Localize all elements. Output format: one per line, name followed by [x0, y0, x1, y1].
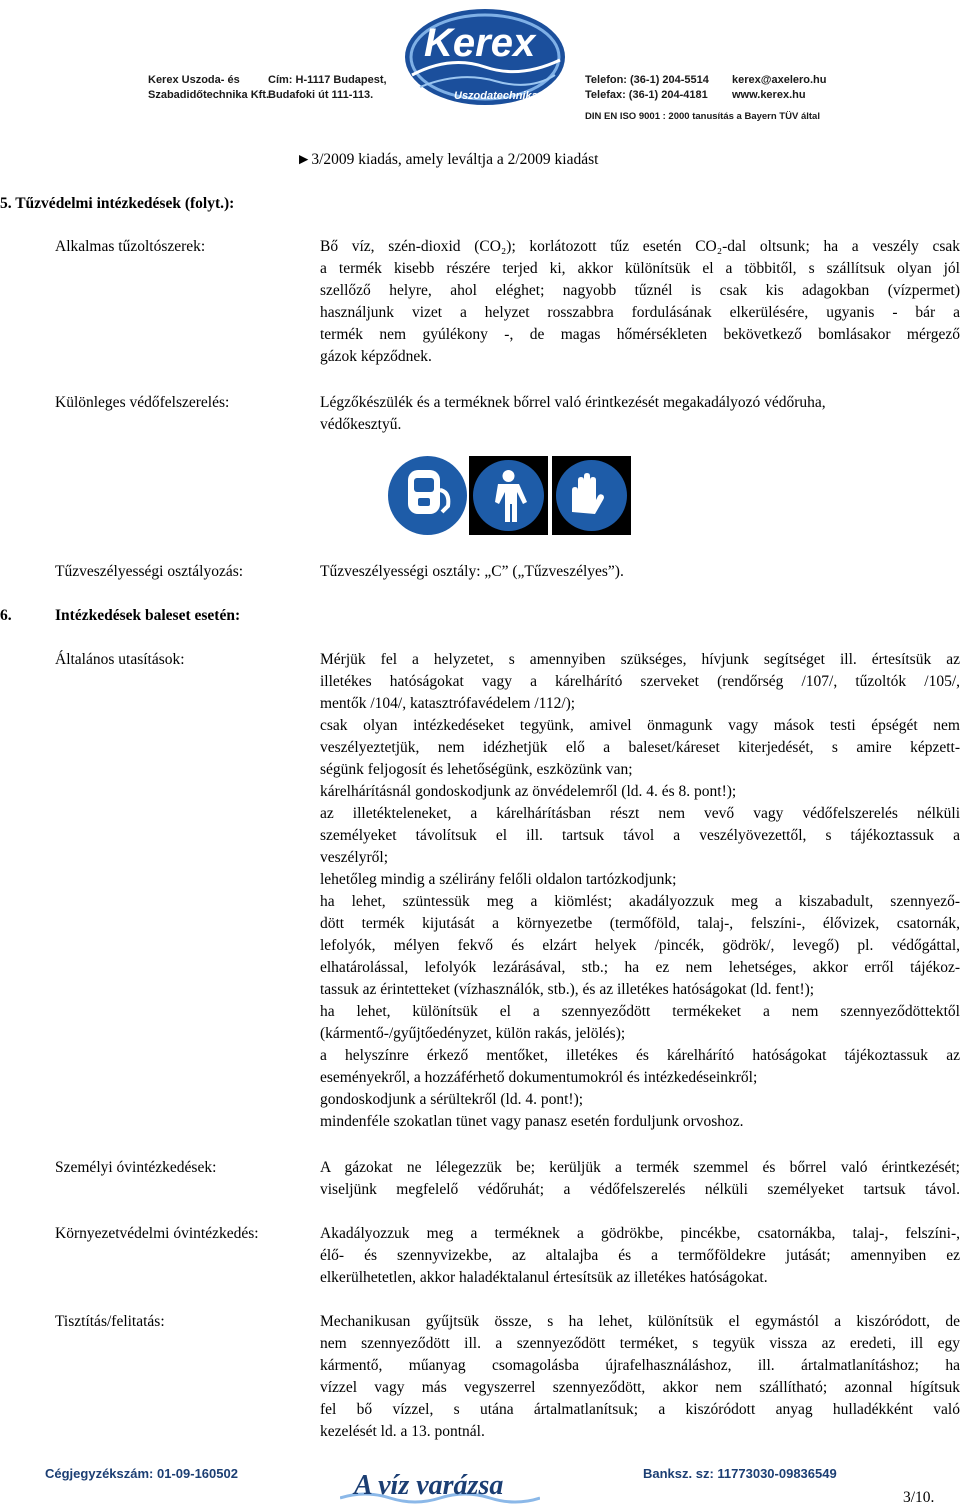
- text-line: mentők /104/, katasztrófavédelem /112/);: [320, 695, 576, 712]
- text-line: elhatárolással, lefolyók lezárásával, stb.; ha ez nem lehetséges, akkor erről tájékoz-: [320, 959, 960, 976]
- text-line: tassuk az érintetteket (vízhasználók, stb.), és az illetékes hatóságokat (ld. fent!);: [320, 981, 815, 998]
- personal-precautions-text: [320, 1157, 960, 1201]
- extinguishers-text: [320, 236, 960, 368]
- text-line: viseljünk megfelelő védőruhát; a védőfelszerelés nélküli személyeket tartsuk távol.: [320, 1181, 960, 1198]
- environment-text: [320, 1223, 960, 1289]
- text-line: védőkesztyű.: [320, 416, 402, 433]
- slogan-banner: [340, 1468, 540, 1506]
- text-line: illetékes hatóságokat vagy a kárelhárító szerveket (rendőrség /107/, tűzoltók /105/,: [320, 673, 960, 690]
- text-line: ha lehet, különítsük el a szennyeződött termékeket a nem szennyeződöttektől: [320, 1003, 960, 1020]
- text-line: lefolyók, mélyen fekvő és elzárt helyek /pincék, gödrök/, levegő) pl. védőgáttal,: [320, 937, 960, 954]
- personal-precautions-label: Személyi óvintézkedések:: [55, 1159, 217, 1176]
- text-line: veszélyeztetjük, nem idézhetjük elő a baleset/káreset kiterjedését, s amire képzett-: [320, 739, 960, 756]
- text-line: gázok képződnek.: [320, 348, 432, 365]
- general-instructions-text: [320, 649, 960, 1133]
- email-address: kerex@axelero.hu: [732, 74, 827, 86]
- text-line: eseményekről, a hozzáférhető dokumentumokról és intézkedéseinkről;: [320, 1069, 758, 1086]
- text-line: élő- és szennyvizekbe, az altalajba és a termőföldekre jutását; amennyiben ez: [320, 1247, 960, 1264]
- text-line: használjunk vizet a helyzet rosszabbra fordulásának elkerülésére, ugyanis - bár a: [320, 304, 960, 321]
- bank-account: Banksz. sz: 11773030-09836549: [643, 1466, 837, 1481]
- slogan-text: A víz varázsa: [354, 1470, 504, 1501]
- text-line: a helyszínre érkező mentőket, illetékes és kárelhárító hatóságokat tájékoztassuk az: [320, 1047, 960, 1064]
- text-line: (kármentő-/gyűjtőedényzet, külön rakás, jelölés);: [320, 1025, 626, 1042]
- text-line: termék nem gyúlékony -, de magas hőmérsékleten bekövetkező bomlásakor mérgező: [320, 326, 960, 343]
- edition-note: ►3/2009 kiadás, amely leváltja a 2/2009 kiadást: [296, 151, 599, 168]
- text-line: kezelését ld. a 13. pontnál.: [320, 1423, 485, 1440]
- logo-word: Kerex: [424, 21, 536, 65]
- cleanup-text: [320, 1311, 960, 1443]
- section-heading: Intézkedések baleset esetén:: [55, 607, 241, 624]
- gloves-icon: [552, 456, 631, 535]
- text-line: lehetőleg mindig a szélirány felőli oldalon tartózkodjunk;: [320, 871, 677, 888]
- address-line2: Budafoki út 111-113.: [268, 89, 374, 101]
- company-name-line2: Szabadidőtechnika Kft.: [148, 89, 270, 101]
- letterhead: [0, 0, 960, 135]
- text-line: csak olyan intézkedéseket tegyünk, amivel önmagunk vagy mások testi épségét nem: [320, 717, 960, 734]
- text-line: Akadályozzuk meg a terméknek a gödrökbe, pincékbe, csatornákba, talaj-, felszíni-,: [320, 1225, 960, 1242]
- text-line: Mechanikusan gyűjtsük össze, s ha lehet, különítsük el egymástól a kiszóródott, de: [320, 1313, 960, 1330]
- respirator-icon: [388, 456, 467, 535]
- text-line: Mérjük fel a helyzetet, s amennyiben szükséges, hívjunk segítséget ill. értesítsük az: [320, 651, 960, 668]
- text-line: Légzőkészülék és a terméknek bőrrel való érintkezését megakadályozó védőruha,: [320, 394, 826, 411]
- text-line: veszélyről;: [320, 849, 389, 866]
- text-line: személyeket távolítsuk el ill. tartsuk távol a veszélyövezettől, s tájékoztassuk a: [320, 827, 960, 844]
- cleanup-label: Tisztítás/felitatás:: [55, 1313, 165, 1330]
- text-line: A gázokat ne lélegezzük be; kerüljük a termék szemmel és bőrrel való érintkezését;: [320, 1159, 960, 1176]
- kerex-logo: [400, 5, 570, 113]
- text-line: nem szennyeződött ill. a szennyeződött terméket, s tegyük vissza az eredeti, ill egy: [320, 1335, 960, 1352]
- logo-tagline: Uszodatechnika: [454, 90, 538, 102]
- text-line: az illetékteleneket, a kárelhárításban részt nem vevő vagy védőfelszerelés nélküli: [320, 805, 960, 822]
- iso-certification: DIN EN ISO 9001 : 2000 tanusítás a Bayern TÜV által: [585, 111, 820, 122]
- text-line: ségünk feljogosít és lehetőségünk, eszközünk van;: [320, 761, 633, 778]
- phone-number: Telefon: (36-1) 204-5514: [585, 74, 709, 86]
- environment-label: Környezetvédelmi óvintézkedés:: [55, 1225, 259, 1242]
- text-line: fel bő vízzel, s utána ártalmatlanítsuk; a kiszóródott anyag hulladékként való: [320, 1401, 960, 1418]
- company-name-line1: Kerex Uszoda- és: [148, 74, 240, 86]
- fax-number: Telefax: (36-1) 204-4181: [585, 89, 708, 101]
- text-line: szellőző helyre, ahol eléghet; nagyobb tűznél is csak kis adagokban (vízpermet): [320, 282, 960, 299]
- ppe-text: [320, 392, 960, 436]
- section-number: 6.: [0, 607, 12, 624]
- website-url: www.kerex.hu: [732, 89, 806, 101]
- text-line: kárelhárításnál gondoskodjunk az önvédelemről (ld. 4. és 8. pont!);: [320, 783, 737, 800]
- text-line: mindenféle szokatlan tünet vagy panasz esetén forduljunk orvoshoz.: [320, 1113, 744, 1130]
- section-5-title: 5. Tűzvédelmi intézkedések (folyt.):: [0, 195, 235, 212]
- text-line: vízzel vagy más vegyszerrel szennyeződött, akkor nem szállítható; azonnal hígítsuk: [320, 1379, 960, 1396]
- text-line: ha lehet, szüntessük meg a kiömlést; akadályozzuk meg a kiszabadult, szennyező-: [320, 893, 960, 910]
- section-6-title: [0, 605, 400, 627]
- address-line1: Cím: H-1117 Budapest,: [268, 74, 387, 86]
- ppe-label: Különleges védőfelszerelés:: [55, 394, 230, 411]
- text-line: Bő víz, szén-dioxid (CO₂); korlátozott tűz esetén CO₂-dal oltsunk; ha a veszély csak: [320, 238, 960, 255]
- text-line: kármentő, műanyag csomagolásba újrafelhasználáshoz, ill. ártalmatlanításhoz; ha: [320, 1357, 960, 1374]
- general-instructions-label: Általános utasítások:: [55, 651, 185, 668]
- text-line: elkerülhetetlen, akkor haladéktalanul értesítsük az illetékes hatóságokat.: [320, 1269, 768, 1286]
- extinguishers-label: Alkalmas tűzoltószerek:: [55, 238, 206, 255]
- text-line: dött termék kijutását a környezetbe (termőföld, talaj-, felszíni-, élővizek, csatornák,: [320, 915, 960, 932]
- page-number: 3/10.: [903, 1489, 935, 1506]
- fire-class-label: Tűzveszélyességi osztályozás:: [55, 563, 244, 580]
- company-registration: Cégjegyzékszám: 01-09-160502: [45, 1466, 238, 1481]
- protective-suit-icon: [469, 456, 548, 535]
- fire-class-value: Tűzveszélyességi osztály: „C” („Tűzveszélyes”).: [320, 563, 624, 580]
- text-line: gondoskodjunk a sérültekről (ld. 4. pont!);: [320, 1091, 584, 1108]
- text-line: a termék kisebb részére terjed ki, akkor különítsük el a többitől, s szállítsuk olyan jól: [320, 260, 960, 277]
